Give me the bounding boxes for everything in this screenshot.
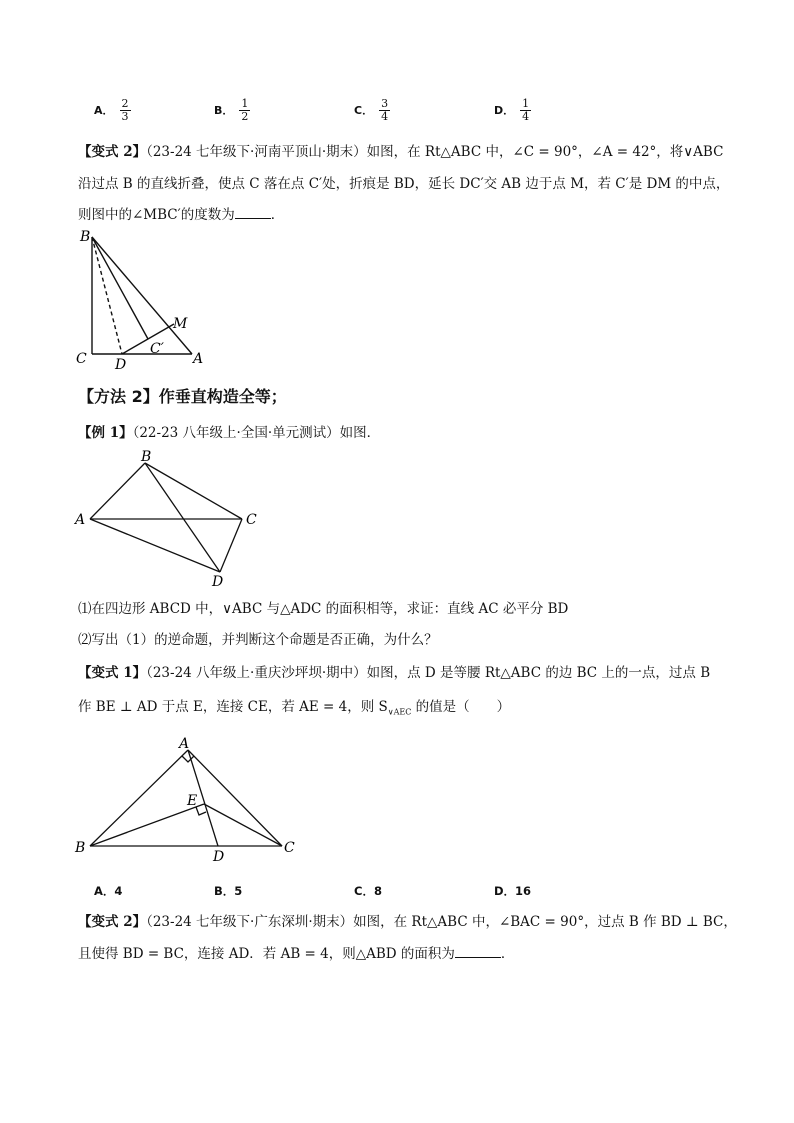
- label-a: A: [193, 351, 204, 367]
- choice-c-label: C．: [354, 104, 374, 117]
- label-d: D: [115, 357, 127, 370]
- label-a: A: [75, 512, 86, 528]
- choice-b: [214, 98, 250, 123]
- example1-q1: ⑴在四边形 ABCD 中，∨ABC 与△ADC 的面积相等，求证：直线 AC 必平分 BD: [78, 601, 569, 617]
- label-d: D: [213, 849, 225, 865]
- variant1-tag: 【变式 1】: [78, 665, 147, 681]
- choice-a: [94, 98, 131, 123]
- variant2b-tag: 【变式 2】: [78, 914, 147, 930]
- fraction-a: $\frac{2}{3}$: [121, 97, 129, 123]
- right-angle-mark-a: [182, 756, 194, 762]
- method2-heading: 【方法 2】作垂直构造全等；: [78, 387, 287, 406]
- choice-b2: B．5: [214, 884, 243, 898]
- choice-c2: C．8: [354, 884, 382, 898]
- choice-b-label: B．: [214, 104, 234, 117]
- side-cd: [220, 519, 242, 572]
- label-m: M: [173, 316, 188, 332]
- choice-a-label: A．: [94, 104, 114, 117]
- side-ab: [90, 463, 145, 519]
- choice-c: [354, 98, 390, 123]
- label-c: C: [76, 351, 87, 367]
- example1-text: （22-23 八年级上·全国·单元测试）如图．: [132, 425, 381, 441]
- choice-a2: A．4: [94, 884, 123, 898]
- segment-be: [90, 804, 204, 846]
- label-a: A: [179, 736, 190, 752]
- label-b: B: [141, 449, 152, 465]
- variant1-text1: （23-24 八年级上·重庆沙坪坝·期中）如图，点 D 是等腰 Rt△ABC 的边 BC 上的一点，过点 B: [146, 665, 711, 681]
- figure-quadrilateral: [70, 445, 270, 590]
- right-angle-mark-e: [196, 807, 206, 815]
- label-b: B: [80, 229, 91, 245]
- figure-fold-triangle: [70, 225, 220, 370]
- variant2a-line2: 沿过点 B 的直线折叠，使点 C 落在点 C′处，折痕是 BD，延长 DC′交 AB 边于点 M，若 C′是 DM 的中点，: [78, 176, 730, 192]
- fraction-b: $\frac{1}{2}$: [241, 97, 249, 123]
- variant1-line2: 作 BE ⊥ AD 于点 E，连接 CE，若 AE = 4，则 $S_{\vee AEC}$ 的值是（ ）: [78, 699, 511, 717]
- label-c-prime: C′: [150, 341, 164, 357]
- variant2a-text1: （23-24 七年级下·河南平顶山·期末）如图，在 Rt△ABC 中，∠C = 90°，∠A = 42°，将∨ABC: [146, 144, 724, 160]
- segment-bc-prime: [92, 237, 148, 339]
- answer-blank-2: [455, 945, 501, 958]
- choice-d2: D．16: [494, 884, 532, 898]
- example1-line: [78, 424, 380, 442]
- variant2b-line2: 且使得 BD = BC，连接 AD．若 AB = 4，则△ABD 的面积为 ．: [78, 946, 515, 962]
- side-bc: [145, 463, 242, 519]
- label-b: B: [75, 840, 86, 856]
- variant1-line1: [78, 664, 710, 682]
- label-c: C: [246, 512, 257, 528]
- choice-d: [494, 98, 531, 123]
- example1-tag: 【例 1】: [78, 425, 133, 441]
- fraction-d: $\frac{1}{4}$: [522, 97, 530, 123]
- variant2b-line1: [78, 913, 737, 931]
- side-ba: [90, 750, 188, 846]
- choice-d-label: D．: [494, 104, 515, 117]
- answer-blank: [235, 206, 271, 219]
- side-ba: [92, 237, 192, 354]
- figure-isosceles-right-triangle: [70, 732, 310, 867]
- diagonal-bd: [145, 463, 220, 572]
- variant2a-line1: [78, 143, 723, 161]
- variant2a-line3: 则图中的∠MBC′的度数为 ．: [78, 207, 285, 223]
- variant2a-tag: 【变式 2】: [78, 144, 147, 160]
- side-ac: [188, 750, 282, 846]
- side-da: [90, 519, 220, 572]
- fraction-c: $\frac{3}{4}$: [381, 97, 389, 123]
- label-e: E: [187, 793, 198, 809]
- label-c: C: [284, 840, 295, 856]
- variant2b-text1: （23-24 七年级下·广东深圳·期末）如图，在 Rt△ABC 中，∠BAC = 90°，过点 B 作 BD ⊥ BC，: [146, 914, 737, 930]
- example1-q2: ⑵写出（1）的逆命题，并判断这个命题是否正确，为什么？: [78, 632, 438, 648]
- label-d: D: [212, 574, 224, 590]
- segment-dm: [122, 324, 174, 354]
